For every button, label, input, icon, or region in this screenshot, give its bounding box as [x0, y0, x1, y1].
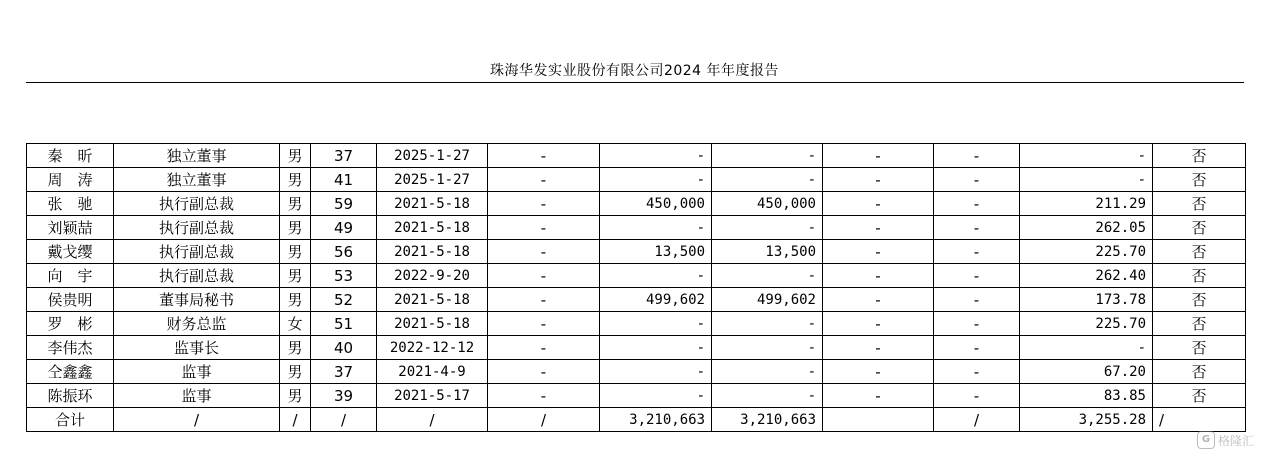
cell-start-date: 2021-5-18: [377, 312, 488, 336]
cell-age: 40: [311, 336, 377, 360]
cell-gender: 男: [280, 216, 311, 240]
cell-col7: 499,602: [600, 288, 712, 312]
cell-col8: 450,000: [712, 192, 823, 216]
cell-col11: 225.70: [1020, 312, 1153, 336]
cell-col10: -: [934, 384, 1020, 408]
cell-position: 执行副总裁: [114, 216, 280, 240]
cell-col7: -: [600, 336, 712, 360]
cell-col11: 211.29: [1020, 192, 1153, 216]
cell-col11: -: [1020, 144, 1153, 168]
cell-position: 监事: [114, 384, 280, 408]
cell-col12: 否: [1153, 360, 1246, 384]
cell-gender: 男: [280, 384, 311, 408]
cell-name: 侯贵明: [27, 288, 114, 312]
cell-col10: -: [934, 312, 1020, 336]
table-row: [27, 168, 1246, 192]
cell-col6: -: [488, 384, 600, 408]
cell-col12: 否: [1153, 288, 1246, 312]
total-col6: /: [488, 408, 600, 432]
table-total-row: [27, 408, 1246, 432]
cell-name: 罗 彬: [27, 312, 114, 336]
cell-col7: -: [600, 312, 712, 336]
total-col9: [823, 408, 934, 432]
cell-start-date: 2021-4-9: [377, 360, 488, 384]
cell-position: 监事: [114, 360, 280, 384]
table-row: [27, 192, 1246, 216]
cell-col10: -: [934, 144, 1020, 168]
table-row: [27, 240, 1246, 264]
cell-name: 刘颖喆: [27, 216, 114, 240]
table-row: [27, 288, 1246, 312]
cell-col7: -: [600, 384, 712, 408]
cell-start-date: 2021-5-17: [377, 384, 488, 408]
table-row: [27, 144, 1246, 168]
cell-age: 49: [311, 216, 377, 240]
cell-age: 51: [311, 312, 377, 336]
total-start-date: /: [377, 408, 488, 432]
cell-col8: -: [712, 336, 823, 360]
cell-col8: -: [712, 144, 823, 168]
cell-col12: 否: [1153, 312, 1246, 336]
cell-col11: 173.78: [1020, 288, 1153, 312]
table-row: [27, 216, 1246, 240]
cell-col6: -: [488, 360, 600, 384]
cell-age: 41: [311, 168, 377, 192]
cell-col8: -: [712, 312, 823, 336]
cell-col6: -: [488, 168, 600, 192]
cell-col9: -: [823, 384, 934, 408]
cell-col6: -: [488, 288, 600, 312]
cell-name: 张 驰: [27, 192, 114, 216]
cell-gender: 女: [280, 312, 311, 336]
cell-col10: -: [934, 168, 1020, 192]
cell-col12: 否: [1153, 240, 1246, 264]
cell-start-date: 2025-1-27: [377, 144, 488, 168]
total-age: /: [311, 408, 377, 432]
cell-age: 37: [311, 144, 377, 168]
table-body: [27, 144, 1246, 408]
cell-start-date: 2021-5-18: [377, 288, 488, 312]
cell-name: 向 宇: [27, 264, 114, 288]
cell-gender: 男: [280, 168, 311, 192]
cell-age: 52: [311, 288, 377, 312]
cell-col9: -: [823, 336, 934, 360]
cell-col9: -: [823, 264, 934, 288]
cell-position: 监事长: [114, 336, 280, 360]
cell-name: 陈振环: [27, 384, 114, 408]
cell-col12: 否: [1153, 168, 1246, 192]
table-row: [27, 384, 1246, 408]
gelonghui-logo-icon: G: [1197, 431, 1215, 449]
cell-position: 董事局秘书: [114, 288, 280, 312]
watermark-text: 格隆汇: [1218, 433, 1255, 448]
cell-start-date: 2021-5-18: [377, 192, 488, 216]
table-row: [27, 312, 1246, 336]
cell-col6: -: [488, 216, 600, 240]
cell-col10: -: [934, 264, 1020, 288]
cell-col9: -: [823, 312, 934, 336]
cell-col11: 67.20: [1020, 360, 1153, 384]
cell-col12: 否: [1153, 216, 1246, 240]
header-divider: [26, 82, 1244, 83]
cell-col9: -: [823, 288, 934, 312]
cell-col10: -: [934, 240, 1020, 264]
cell-gender: 男: [280, 336, 311, 360]
cell-col11: 262.40: [1020, 264, 1153, 288]
cell-col11: 225.70: [1020, 240, 1153, 264]
cell-col11: -: [1020, 336, 1153, 360]
cell-col9: -: [823, 192, 934, 216]
cell-col8: -: [712, 360, 823, 384]
cell-name: 仝鑫鑫: [27, 360, 114, 384]
table-row: [27, 264, 1246, 288]
cell-col10: -: [934, 216, 1020, 240]
cell-col9: -: [823, 360, 934, 384]
cell-age: 59: [311, 192, 377, 216]
cell-col10: -: [934, 360, 1020, 384]
cell-col10: -: [934, 288, 1020, 312]
cell-col8: 499,602: [712, 288, 823, 312]
total-col7: 3,210,663: [600, 408, 712, 432]
cell-col8: 13,500: [712, 240, 823, 264]
report-header-title: 珠海华发实业股份有限公司2024 年年度报告: [489, 63, 780, 79]
cell-col8: -: [712, 264, 823, 288]
cell-start-date: 2022-12-12: [377, 336, 488, 360]
cell-position: 执行副总裁: [114, 240, 280, 264]
cell-col7: -: [600, 216, 712, 240]
cell-col7: -: [600, 264, 712, 288]
cell-gender: 男: [280, 360, 311, 384]
cell-position: 执行副总裁: [114, 264, 280, 288]
total-label: 合计: [27, 408, 114, 432]
cell-col12: 否: [1153, 192, 1246, 216]
cell-start-date: 2021-5-18: [377, 216, 488, 240]
cell-col9: -: [823, 168, 934, 192]
cell-col12: 否: [1153, 144, 1246, 168]
cell-col8: -: [712, 384, 823, 408]
cell-start-date: 2021-5-18: [377, 240, 488, 264]
cell-start-date: 2025-1-27: [377, 168, 488, 192]
cell-position: 独立董事: [114, 168, 280, 192]
total-position: /: [114, 408, 280, 432]
cell-position: 独立董事: [114, 144, 280, 168]
watermark: [1197, 430, 1263, 450]
cell-col8: -: [712, 216, 823, 240]
cell-col12: 否: [1153, 336, 1246, 360]
cell-col7: 13,500: [600, 240, 712, 264]
cell-start-date: 2022-9-20: [377, 264, 488, 288]
cell-col11: -: [1020, 168, 1153, 192]
cell-col10: -: [934, 336, 1020, 360]
table-row: [27, 336, 1246, 360]
cell-col9: -: [823, 240, 934, 264]
cell-col9: -: [823, 144, 934, 168]
table-row: [27, 360, 1246, 384]
cell-gender: 男: [280, 240, 311, 264]
total-col8: 3,210,663: [712, 408, 823, 432]
cell-name: 戴戈缨: [27, 240, 114, 264]
executive-table: [26, 143, 1246, 432]
cell-gender: 男: [280, 264, 311, 288]
cell-col6: -: [488, 264, 600, 288]
cell-age: 37: [311, 360, 377, 384]
total-col11: 3,255.28: [1020, 408, 1153, 432]
cell-col8: -: [712, 168, 823, 192]
cell-age: 39: [311, 384, 377, 408]
cell-col10: -: [934, 192, 1020, 216]
total-col12: /: [1153, 408, 1246, 432]
cell-col9: -: [823, 216, 934, 240]
cell-col11: 83.85: [1020, 384, 1153, 408]
cell-col7: -: [600, 360, 712, 384]
cell-col12: 否: [1153, 264, 1246, 288]
cell-age: 53: [311, 264, 377, 288]
cell-position: 执行副总裁: [114, 192, 280, 216]
total-gender: /: [280, 408, 311, 432]
cell-col7: -: [600, 168, 712, 192]
cell-col6: -: [488, 192, 600, 216]
cell-gender: 男: [280, 288, 311, 312]
cell-col6: -: [488, 336, 600, 360]
cell-name: 李伟杰: [27, 336, 114, 360]
cell-gender: 男: [280, 192, 311, 216]
cell-name: 秦 昕: [27, 144, 114, 168]
cell-col11: 262.05: [1020, 216, 1153, 240]
cell-col7: 450,000: [600, 192, 712, 216]
cell-age: 56: [311, 240, 377, 264]
table-total: [27, 408, 1246, 432]
cell-name: 周 涛: [27, 168, 114, 192]
cell-col12: 否: [1153, 384, 1246, 408]
cell-col6: -: [488, 144, 600, 168]
cell-gender: 男: [280, 144, 311, 168]
cell-col7: -: [600, 144, 712, 168]
total-col10: /: [934, 408, 1020, 432]
cell-col6: -: [488, 240, 600, 264]
cell-col6: -: [488, 312, 600, 336]
cell-position: 财务总监: [114, 312, 280, 336]
